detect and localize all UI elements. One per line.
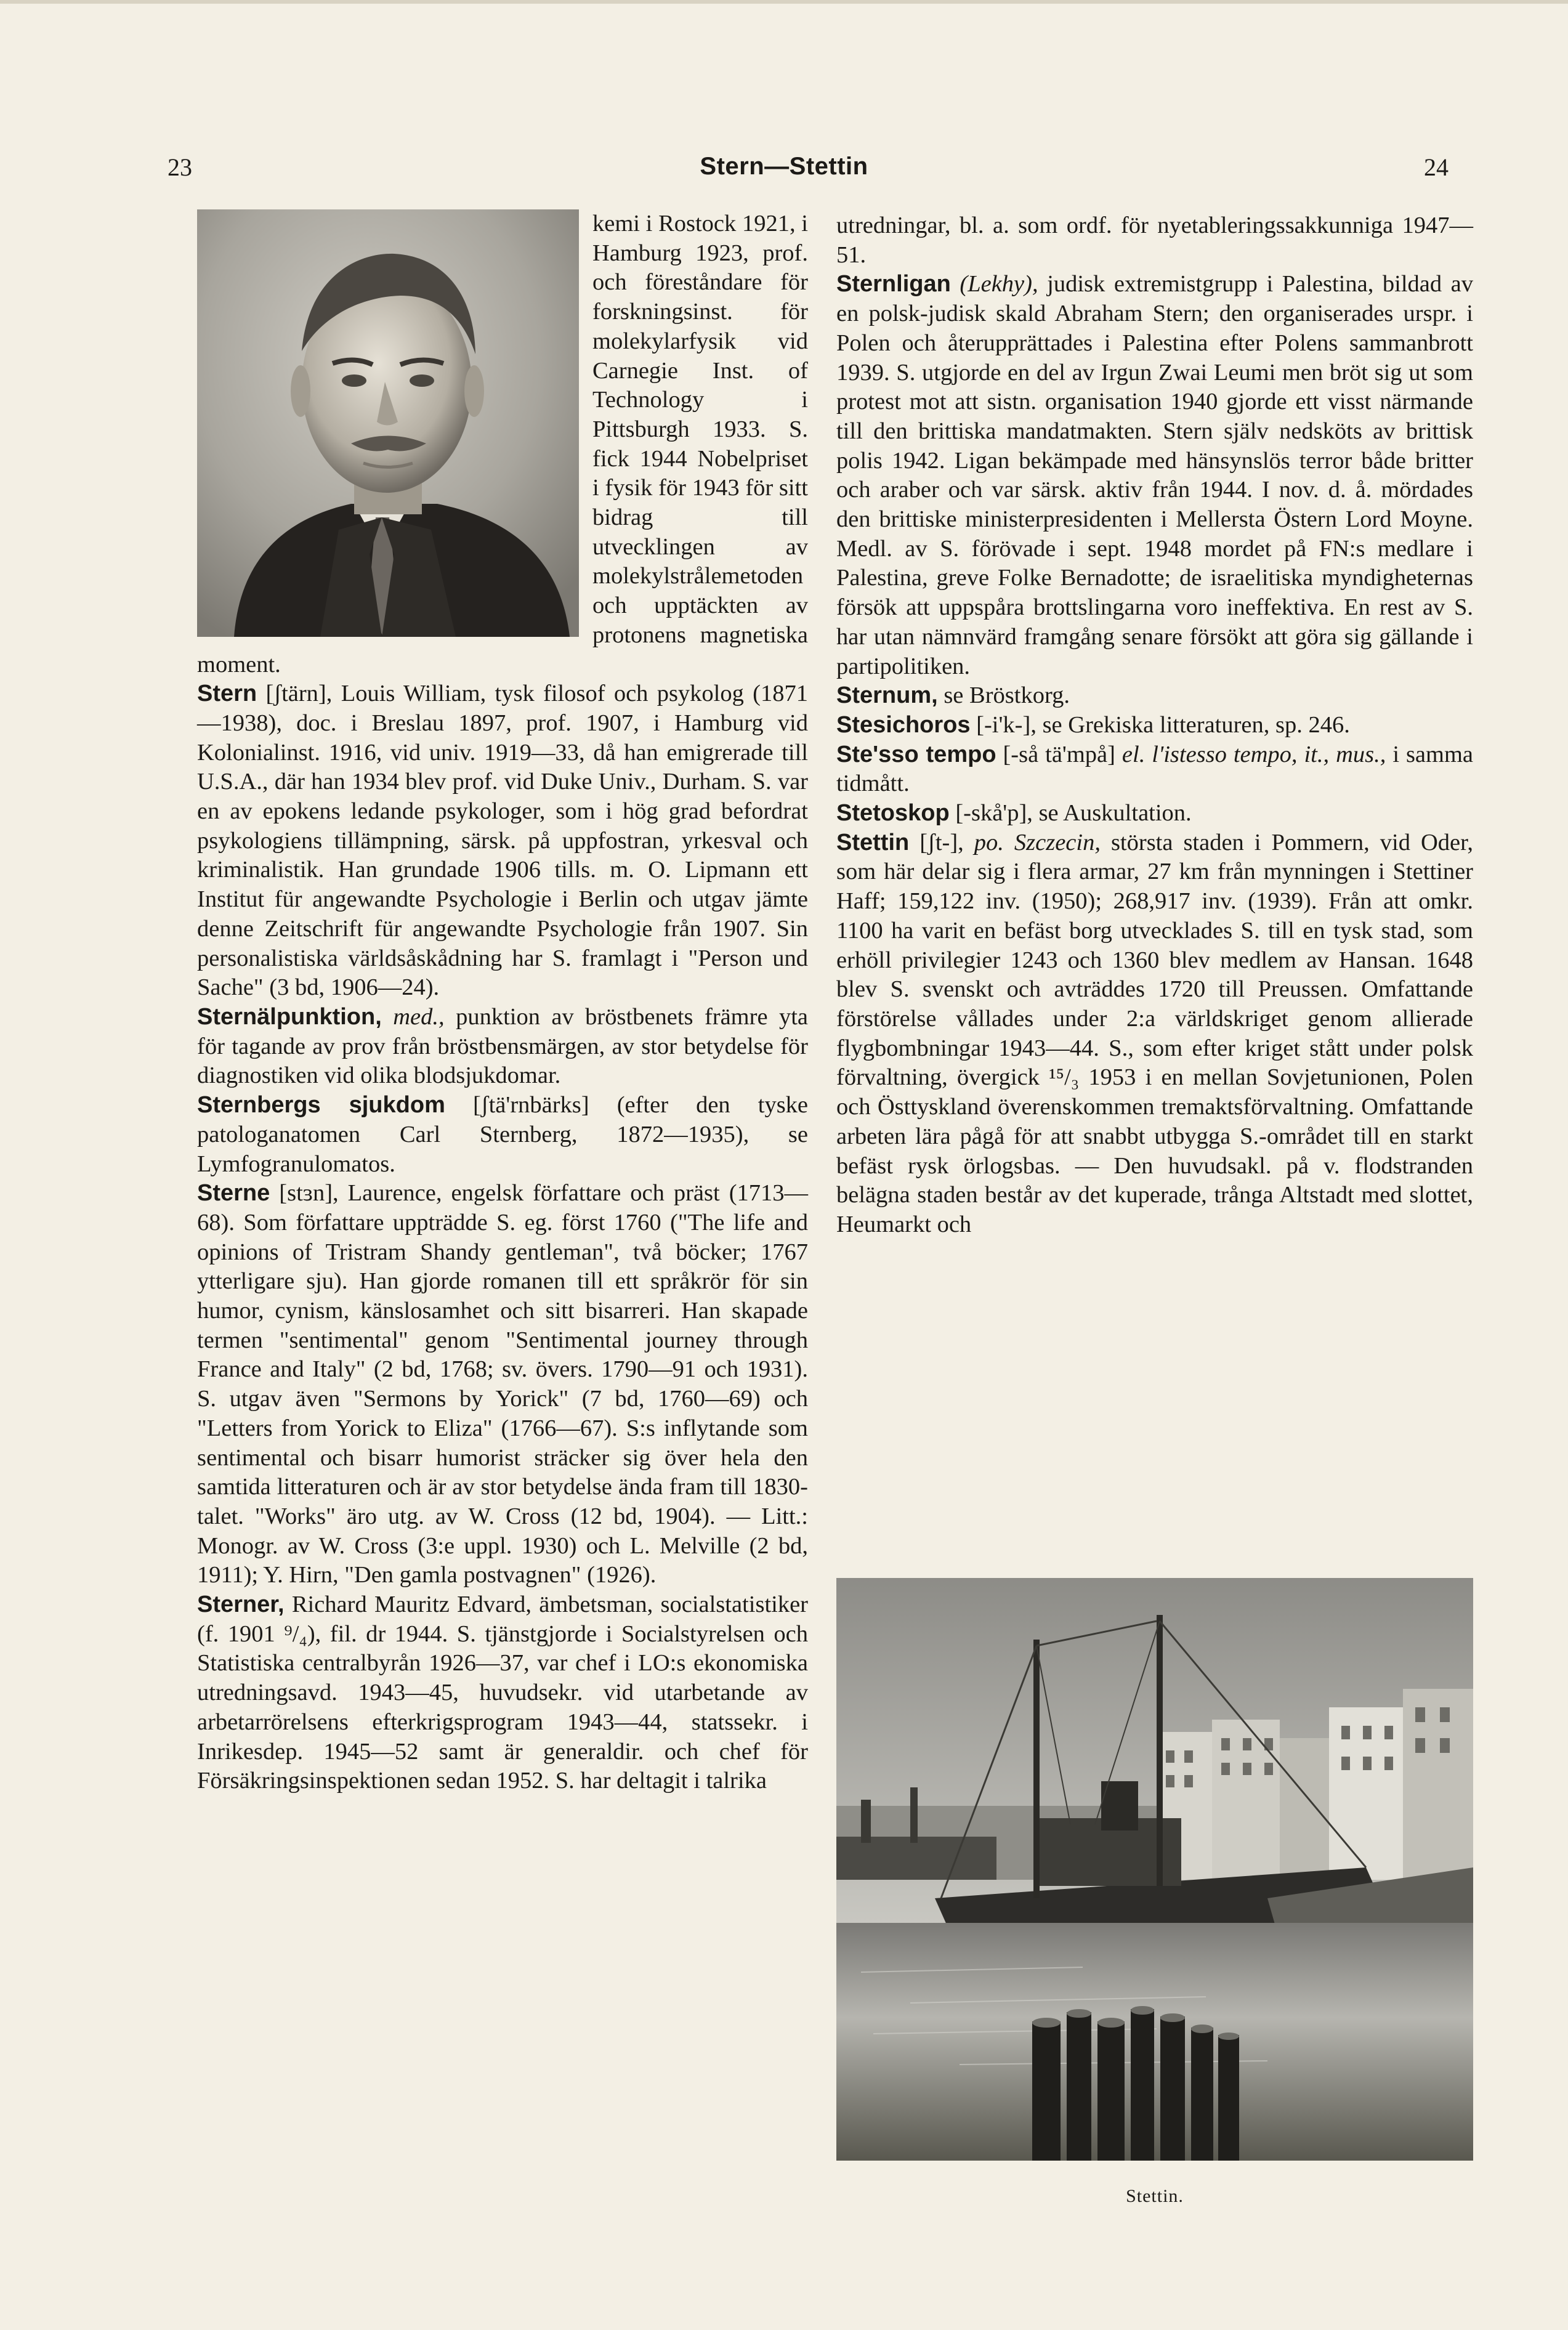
- page-number-left: 23: [168, 153, 192, 181]
- portrait-caption-text: kemi i Rostock 1921, i Hamburg 1923, prof. och föreståndare för forskningsinst. för molekylarfysik vid Carnegie Inst. of Technology i Pittsburgh 1933. S. fick 1944 Nobelpriset i fysik för 1943 för sitt bidrag till utvecklingen av molekylstrålemetoden och upptäckten av protonens magnetiska moment.: [197, 211, 808, 678]
- entry-sternalpunktion: Sternälpunktion, med., punktion av bröstbenets främre yta för tagande av prov från bröstbensmärgen, av stor betydelse för diagnostiken vid olika blodsjukdomar.: [197, 1003, 809, 1089]
- headword: Sterne: [197, 1180, 270, 1207]
- continuation-text: utredningar, bl. a. som ordf. för nyetableringssakkunniga 1947—51.: [836, 212, 1473, 268]
- headword: Ste'sso tempo: [836, 741, 996, 767]
- top-rule: [0, 0, 1568, 4]
- entry-stetoskop: Stetoskop [-skå'p], se Auskultation.: [836, 800, 1192, 827]
- left-column: [197, 209, 808, 1796]
- entry-stesso-tempo: Ste'sso tempo [-så tä'mpå] el. l'istesso tempo, it., mus., i samma tidmått.: [836, 741, 1474, 797]
- headword: Sternligan: [836, 271, 951, 297]
- photo-caption: Stettin.: [1126, 2186, 1184, 2206]
- entry-sternligan: Sternligan (Lekhy), judisk extremistgrupp i Palestina, bildad av en polsk-judisk skald Abraham Stern; den organiserades urspr. i Polen och återupprättades i Palestina efter Polens sammanbrott 1939. S. utgjorde en del av Irgun Zwai Leumi men bröt sig ut som protest mot att sistn. organisation 1940 gjorde ett visst närmande till den brittiska mandatmakten. Stern själv nedsköts av brittisk polis 1942. Ligan bekämpade med hänsynslös terror både britter och araber och var särsk. aktiv från 1944. I nov. d. å. mördades den brittiske ministerpresidenten i Mellersta Östern Lord Moyne. Medl. av S. förövade i sept. 1948 mordet på FN:s medlare i Palestina, greve Folke Bernadotte; de israelitiska myndigheternas försök att uppspåra brottslingarna voro ineffektiva. En rest av S. har utan nämnvärd framgång senare försökt att göra sig gällande i partipolitiken.: [836, 271, 1474, 679]
- stettin-harbor-photo: [836, 1578, 1473, 2161]
- headword: Stesichoros: [836, 711, 971, 738]
- entry-stesichoros: Stesichoros [-i'k-], se Grekiska litteraturen, sp. 246.: [836, 711, 1350, 738]
- headword: Sterner,: [197, 1592, 285, 1618]
- running-head: Stern—Stettin: [700, 153, 868, 180]
- entry-stern: Stern [ʃtärn], Louis William, tysk filosof och psykolog (1871—1938), doc. i Breslau 1897, prof. 1907, i Hamburg vid Kolonialinst. 1916, vid univ. 1919—33, då han emigrerade till U.S.A., där han 1934 blev prof. vid Duke Univ., Durham. S. var en av epokens ledande psykologer, som i hög grad befordrat psykologiens tillämpning, särsk. på uppfostran, yrkesval och kriminalistik. Han grundade 1906 tills. m. O. Lipmann ett Institut für angewandte Psychologie i Berlin och utgav jämte denne Zeitschrift für angewandte Psychologie från 1907. Sin personalistiska världsåskådning har S. framlagt i "Person und Sache" (3 bd, 1906—24).: [197, 681, 808, 1001]
- headword: Stetoskop: [836, 800, 950, 827]
- portrait-photo: [197, 209, 579, 637]
- right-column: [836, 211, 1473, 1240]
- entry-sterner: Sterner, Richard Mauritz Edvard, ämbetsman, socialstatistiker (f. 1901 ⁹/₄), fil. dr 1944. S. tjänstgjorde i Socialstyrelsen och Statistiska centralbyrån 1926—37, var chef i LO:s ekonomiska utredningsavd. 1943—45, huvudsekr. vid utarbetande av arbetarrörelsens efterkrigsprogram 1943—44, statssekr. i Inrikesdep. 1945—52 samt är generaldir. och chef för Försäkringsinspektionen sedan 1952. S. har deltagit i talrika: [197, 1592, 809, 1794]
- entry-stettin: Stettin [ʃt-], po. Szczecin, största staden i Pommern, vid Oder, som här delar sig i flera armar, 27 km från mynningen i Stettiner Haff; 159,122 inv. (1950); 268,917 inv. (1939). Från att omkr. 1100 ha varit en befäst borg utvecklades S. till en tysk stad, som erhöll privilegier 1243 och 1360 blev medlem av Hansan. 1648 blev S. svenskt och avträddes 1720 till Preussen. Omfattande förstörelse vållades under 2:a världskriget genom allierade flygbombningar 1943—44. S., som efter kriget stått under polsk förvaltning, övergick ¹⁵/₃ 1953 i en mellan Sovjetunionen, Polen och Östtyskland överenskommen tremaktsförvaltning. Omfattande arbeten lära pågå för att snabbt utbygga S.-området till en starkt befäst rysk örlogsbas. — Den huvudsakl. på v. flodstranden belägna staden består av det kuperade, trånga Altstadt med slottet, Heumarkt och: [836, 829, 1474, 1237]
- headword: Sternbergs sjukdom: [197, 1092, 445, 1118]
- entry-sternum: Sternum, se Bröstkorg.: [836, 682, 1070, 709]
- entry-sternbergs-sjukdom: Sternbergs sjukdom [ʃtä'rnbärks] (efter den tyske patologanatomen Carl Sternberg, 1872—1935), se Lymfogranulomatos.: [197, 1092, 809, 1177]
- page-number-right: 24: [1424, 153, 1449, 181]
- headword: Sternum,: [836, 682, 938, 709]
- entry-sterne: Sterne [stɜn], Laurence, engelsk författare och präst (1713—68). Som författare uppträdde S. eg. först 1760 ("The life and opinions of Tristram Shandy gentleman", två böcker; 1767 ytterligare sju). Han gjorde romanen till ett språkrör för sin humor, cynism, känslosamhet och sitt bisarreri. Han skapade termen "sentimental" genom "Sentimental journey through France and Italy" (2 bd, 1768; sv. övers. 1790—91 och 1931). S. utgav även "Sermons by Yorick" (7 bd, 1760—69) och "Letters from Yorick to Eliza" (1766—67). S:s inflytande som sentimental och bisarr humorist sträcker sig över hela den samtida litteraturen och är av stor betydelse ända fram till 1830-talet. "Works" äro utg. av W. Cross (12 bd, 1904). — Litt.: Monogr. av W. Cross (3:e uppl. 1930) och L. Melville (2 bd, 1911); Y. Hirn, "Den gamla postvagnen" (1926).: [197, 1180, 809, 1588]
- headword: Sternälpunktion,: [197, 1003, 382, 1030]
- headword: Stern: [197, 681, 257, 707]
- headword: Stettin: [836, 829, 910, 856]
